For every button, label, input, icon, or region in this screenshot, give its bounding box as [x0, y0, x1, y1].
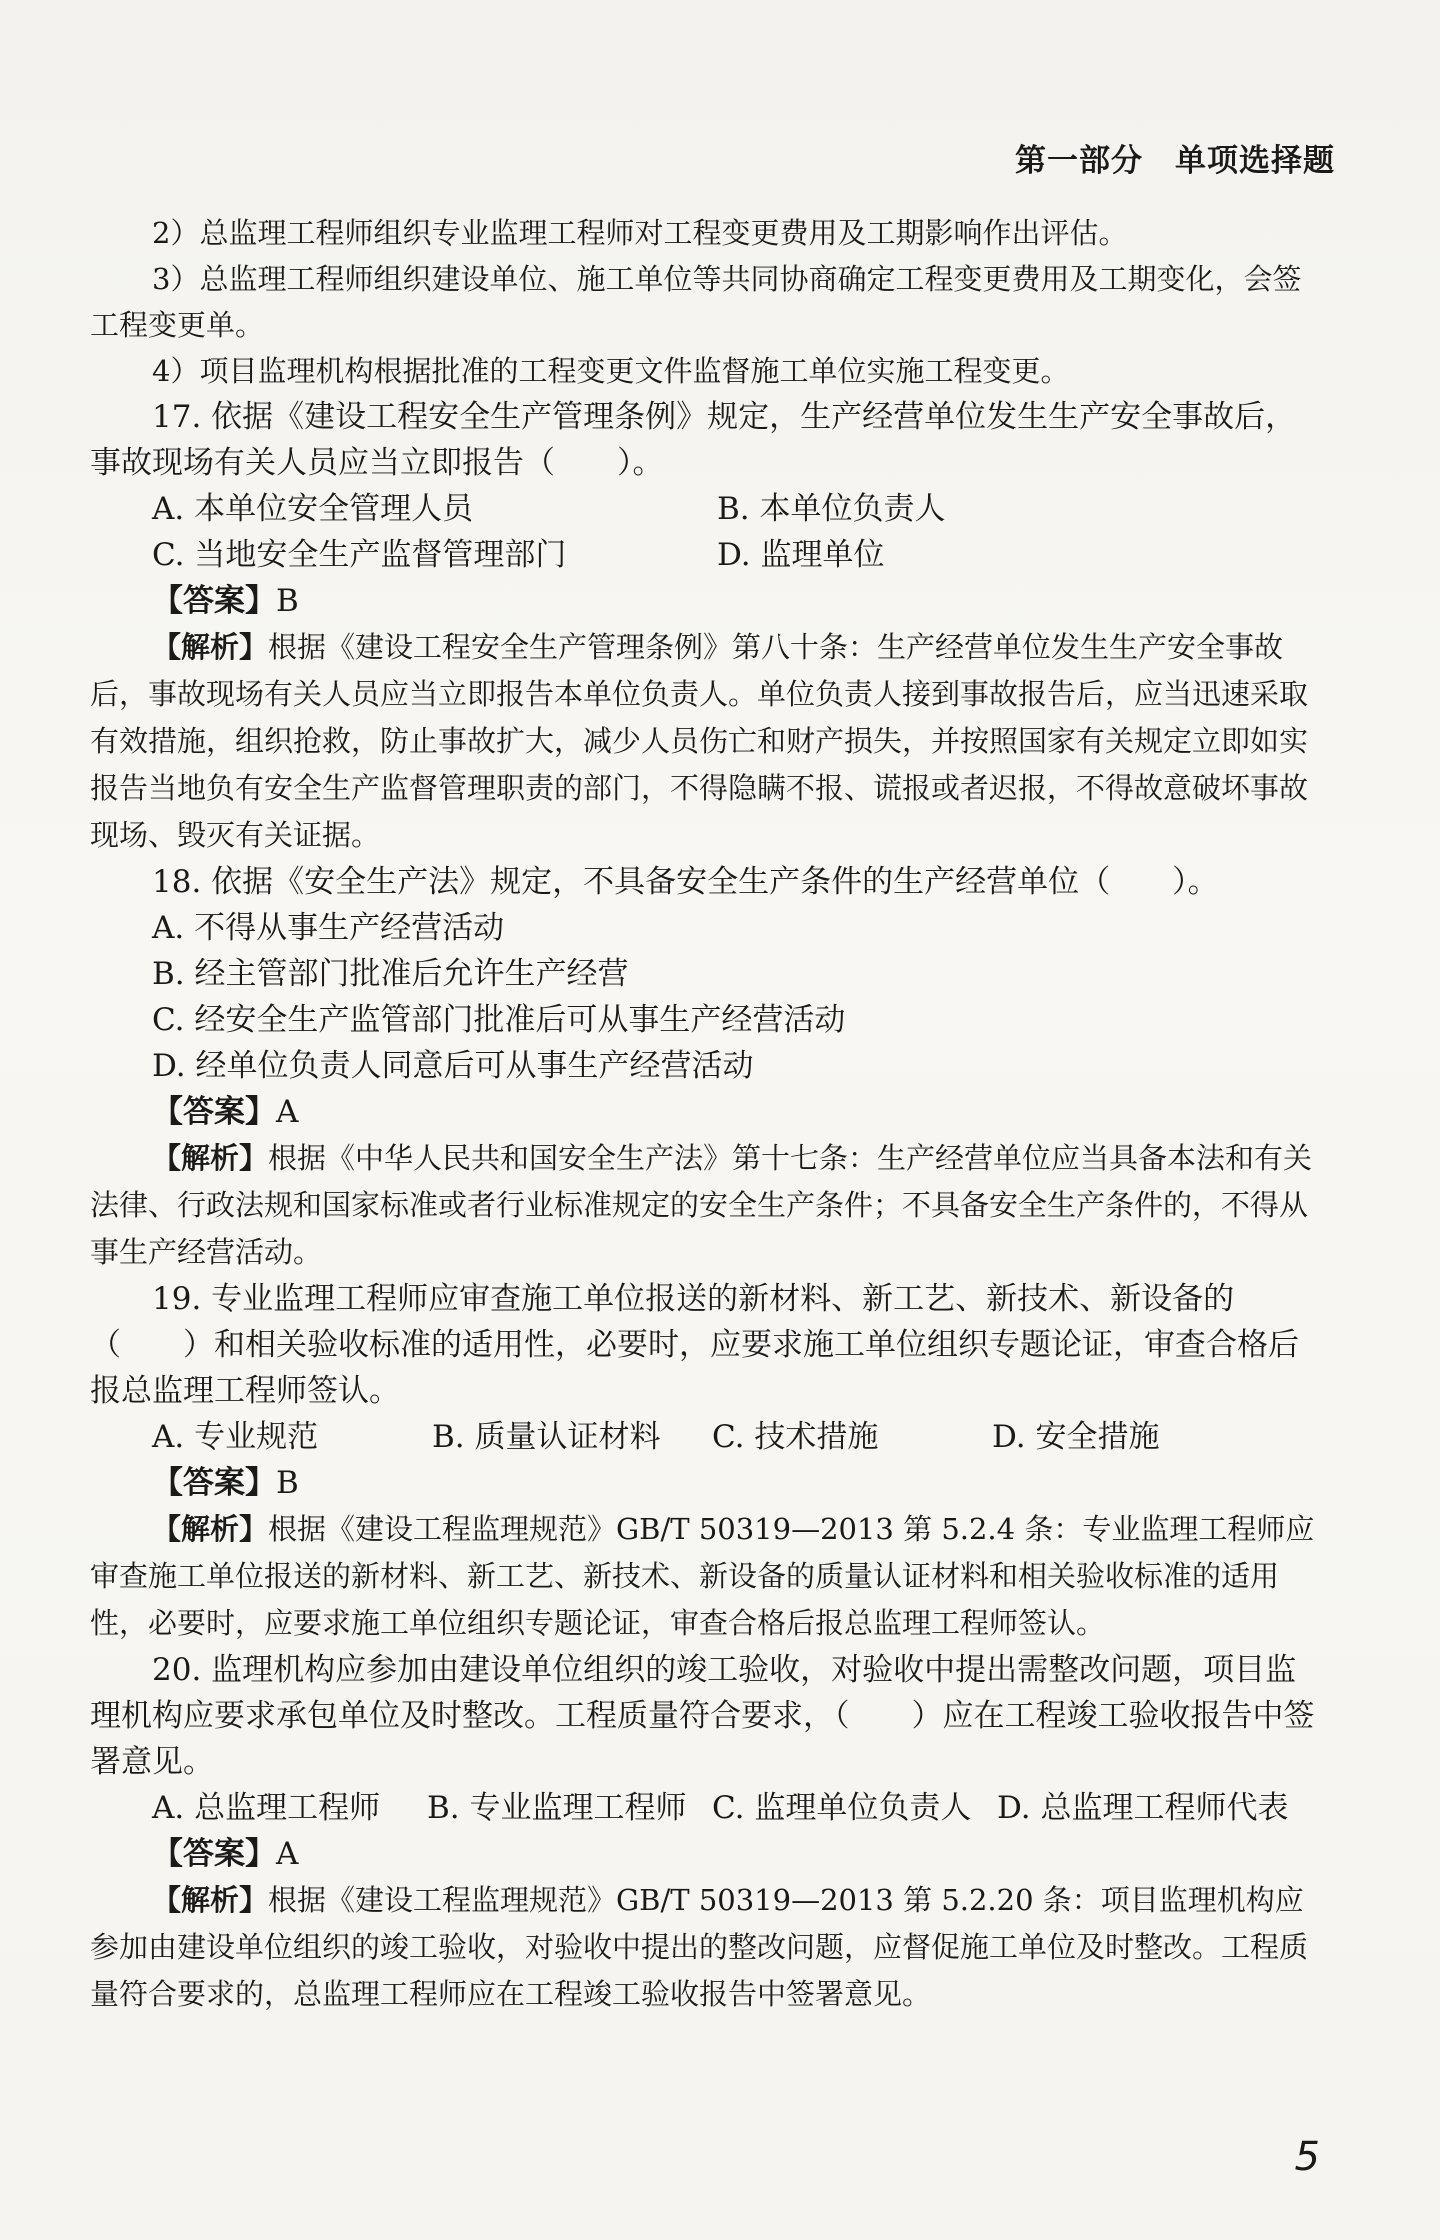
q20-analysis-text: 根据《建设工程监理规范》GB/T 50319—2013 第 5.2.20 条：项目监理机构应参加由建设单位组织的竣工验收，对验收中提出的整改问题，应督促施工单位及时整改。工程质量符合要求的，总监理工程师应在工程竣工验收报告中签署意见。 — [90, 1883, 1309, 2011]
q19-option-c: C. 技术措施 — [712, 1419, 879, 1455]
question-17-stem: 17. 依据《建设工程安全生产管理条例》规定，生产经营单位发生生产安全事故后，事故现场有关人员应当立即报告（ ）。 — [90, 399, 1297, 481]
q17-option-d: D. 监理单位 — [717, 537, 885, 573]
q20-answer-value: A — [276, 1836, 299, 1872]
q17-option-a: A. 本单位安全管理人员 — [152, 491, 474, 527]
answer-tag: 【答案】 — [152, 583, 276, 619]
question-17-options-row-1 — [90, 486, 1315, 532]
step-4: 4）项目监理机构根据批准的工程变更文件监督施工单位实施工程变更。 — [152, 354, 1070, 388]
analysis-tag: 【解析】 — [152, 1141, 269, 1175]
q20-option-a: A. 总监理工程师 — [152, 1790, 381, 1826]
q17-analysis — [90, 624, 1315, 859]
q18-option-c: C. 经安全生产监管部门批准后可从事生产经营活动 — [152, 1002, 846, 1038]
step-3: 3）总监理工程师组织建设单位、施工单位等共同协商确定工程变更费用及工期变化，会签工程变更单。 — [90, 262, 1302, 342]
question-18-stem: 18. 依据《安全生产法》规定，不具备安全生产条件的生产经营单位（ ）。 — [152, 864, 1219, 900]
q18-option-a: A. 不得从事生产经营活动 — [152, 910, 505, 946]
page-number: 5 — [1294, 2134, 1320, 2180]
q17-option-c: C. 当地安全生产监督管理部门 — [152, 537, 567, 573]
question-19-options-row — [90, 1414, 1315, 1460]
question-20-options-row — [90, 1785, 1315, 1831]
q18-analysis — [90, 1135, 1315, 1276]
q17-answer-value: B — [276, 583, 299, 619]
q19-option-b: B. 质量认证材料 — [432, 1419, 661, 1455]
analysis-tag: 【解析】 — [152, 1883, 269, 1917]
step-2: 2）总监理工程师组织专业监理工程师对工程变更费用及工期影响作出评估。 — [152, 216, 1128, 250]
q17-analysis-text: 根据《建设工程安全生产管理条例》第八十条：生产经营单位发生生产安全事故后，事故现场有关人员应当立即报告本单位负责人。单位负责人接到事故报告后，应当迅速采取有效措施，组织抢救，防止事故扩大，减少人员伤亡和财产损失，并按照国家有关规定立即如实报告当地负有安全生产监督管理职责的部门，不得隐瞒不报、谎报或者迟报，不得故意破坏事故现场、毁灭有关证据。 — [90, 630, 1309, 852]
question-19-stem: 19. 专业监理工程师应审查施工单位报送的新材料、新工艺、新技术、新设备的（ ）和相关验收标准的适用性，必要时，应要求施工单位组织专题论证，审查合格后报总监理工程师签认。 — [90, 1281, 1299, 1409]
q19-answer-value: B — [276, 1465, 299, 1501]
question-17-options-row-2 — [90, 532, 1315, 578]
q19-option-d: D. 安全措施 — [992, 1419, 1160, 1455]
q19-analysis-text: 根据《建设工程监理规范》GB/T 50319—2013 第 5.2.4 条：专业监理工程师应审查施工单位报送的新材料、新工艺、新技术、新设备的质量认证材料和相关验收标准的适用性，必要时，应要求施工单位组织专题论证，审查合格后报总监理工程师签认。 — [90, 1512, 1315, 1640]
running-header: 第一部分 单项选择题 — [1015, 143, 1335, 179]
q18-answer — [90, 1089, 1315, 1135]
answer-tag: 【答案】 — [152, 1836, 276, 1872]
q18-analysis-text: 根据《中华人民共和国安全生产法》第十七条：生产经营单位应当具备本法和有关法律、行政法规和国家标准或者行业标准规定的安全生产条件；不具备安全生产条件的，不得从事生产经营活动。 — [90, 1141, 1313, 1269]
answer-tag: 【答案】 — [152, 1465, 276, 1501]
page-content — [90, 210, 1315, 2018]
q19-answer — [90, 1460, 1315, 1506]
q19-analysis — [90, 1506, 1315, 1647]
q17-answer — [90, 578, 1315, 624]
q20-analysis — [90, 1877, 1315, 2018]
q20-option-c: C. 监理单位负责人 — [712, 1790, 972, 1826]
q18-answer-value: A — [276, 1094, 299, 1130]
q18-option-d: D. 经单位负责人同意后可从事生产经营活动 — [152, 1048, 754, 1084]
answer-tag: 【答案】 — [152, 1094, 276, 1130]
q20-option-b: B. 专业监理工程师 — [427, 1790, 687, 1826]
question-20-stem: 20. 监理机构应参加由建设单位组织的竣工验收，对验收中提出需整改问题，项目监理机构应要求承包单位及时整改。工程质量符合要求，（ ）应在工程竣工验收报告中签署意见。 — [90, 1652, 1315, 1780]
q20-option-d: D. 总监理工程师代表 — [997, 1790, 1289, 1826]
analysis-tag: 【解析】 — [152, 630, 269, 664]
analysis-tag: 【解析】 — [152, 1512, 269, 1546]
q19-option-a: A. 专业规范 — [152, 1419, 319, 1455]
q17-option-b: B. 本单位负责人 — [717, 491, 946, 527]
q18-option-b: B. 经主管部门批准后允许生产经营 — [152, 956, 629, 992]
q20-answer — [90, 1831, 1315, 1877]
